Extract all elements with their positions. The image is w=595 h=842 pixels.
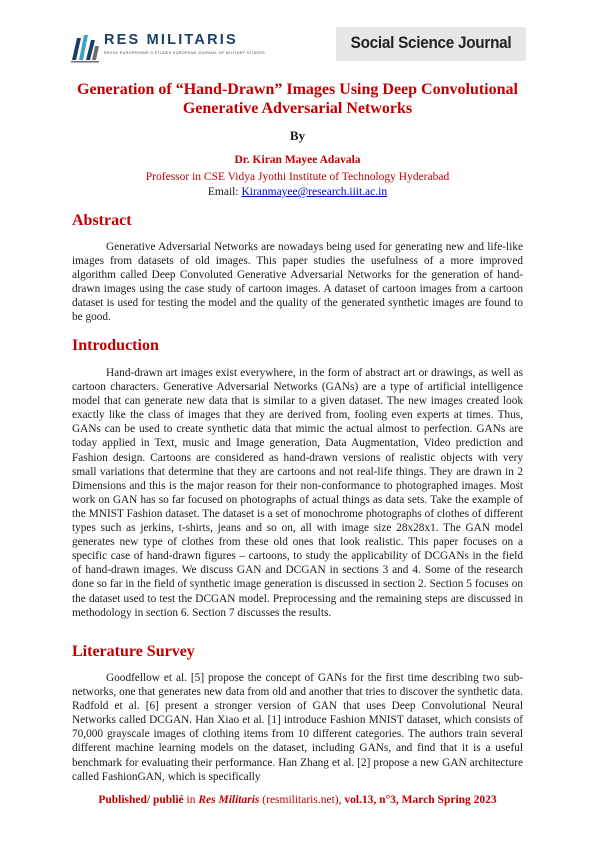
author-name: Dr. Kiran Mayee Adavala (234, 154, 361, 166)
logo-name: RES MILITARIS (104, 32, 238, 48)
footer-issue: vol.13, n°3, March Spring 2023 (344, 794, 497, 806)
footer-journal: Res Militaris (198, 794, 260, 806)
author-affiliation: Professor in CSE Vidya Jyothi Institute of Technology Hyderabad (145, 171, 450, 183)
email-link[interactable]: Kiranmayee@research.iiit.ac.in (241, 186, 388, 198)
abstract-text: Generative Adversarial Networks are nowadays being used for generating new and life-like images from datasets of old images. This paper studies the usefulness of a more improved algorithm called Deep Convoluted Generative Adversarial Networks for the generation of hand-drawn images using the case study of cartoon images. A dataset of cartoon images from a cartoon dataset is used for testing the model and the quality of the generated synthetic images are found to be good. (72, 241, 523, 324)
logo-mark-icon (70, 30, 100, 64)
introduction-text: Hand-drawn art images exist everywhere, in the form of abstract art or drawings, as well as cartoon characters. Generative Adversarial Networks (GANs) are a type of artificial intelligence model that can generate new data that is similar to a given dataset. The new images created look exactly like the class of images that they are derived from, fooling even experts at times. Thus, GANs can be used to create synthetic data that mimic the actual almost to perfection. GANs are today applied in Text, music and Image generation, Data Augmentation, Video prediction and Fashion design. Cartoons are considered as hand-drawn versions of realistic objects with very small variations that determine that they are cartoons and not real-life things. They are drawn in 2 Dimensions and this is the major reason for their non-conformance to photographed images. Most work on GAN has so far focused on photographs of actual things as data sets. Take the example of the MNIST Fashion dataset. The dataset is a set of monochrome photographs of clothes of different types such as jerkins, t-shirts, jeans and so on, all with image size 28x28x1. The GAN model generates new type of clothes from these old ones that look realistic. This paper focuses on a specific case of hand-drawn figures – cartoons, to study the applicability of DCGANs in the field of hand-drawn images. We discuss GAN and DCGAN in sections 3 and 4. Some of the research done so far in the field of synthetic image generation is discussed in section 2. Section 5 focuses on the dataset used to test the DCGAN model. Preprocessing and the remaining steps are discussed in methodology in section 6. Section 7 discusses the results. (72, 367, 523, 619)
logo-subtitle: REVUE EUROPEENNE D ETUDES EUROPEAN JOURNAL OF MILITARY STUDIES (104, 51, 266, 55)
page-header (0, 0, 595, 75)
publication-footer (0, 794, 595, 806)
footer-published: Published/ publié (98, 794, 184, 806)
email-label: Email: (207, 186, 242, 198)
literature-survey-heading: Literature Survey (72, 643, 195, 660)
author-email (0, 186, 595, 198)
footer-site: (resmilitaris.net), (259, 794, 345, 806)
res-militaris-logo (70, 30, 270, 64)
abstract-heading: Abstract (72, 212, 132, 229)
introduction-heading: Introduction (72, 337, 159, 354)
literature-survey-text: Goodfellow et al. [5] propose the concept of GANs for the first time describing two sub-networks, one that generates new data from old and another that tries to discover the synthetic data. Radfold et al. [6] present a stronger version of GAN that uses Deep Convolutional Neural Networks called DCGAN. Han Xiao et al. [1] introduce Fashion MNIST dataset, which consists of 70,000 grayscale images of clothing items from 10 different categories. The authors train several different machine learning models on the dataset, including GANs, and find that it is a useful benchmark for evaluating their performance. Han Zhang et al. [2] propose a new GAN architecture called FashionGAN, which is specifically (72, 672, 523, 783)
footer-in: in (183, 794, 199, 806)
paper-title: Generation of “Hand-Drawn” Images Using Deep Convolutional Generative Adversarial Networks (77, 81, 518, 117)
by-line: By (289, 128, 306, 143)
journal-name: Social Science Journal (350, 33, 512, 52)
journal-banner (336, 27, 526, 61)
